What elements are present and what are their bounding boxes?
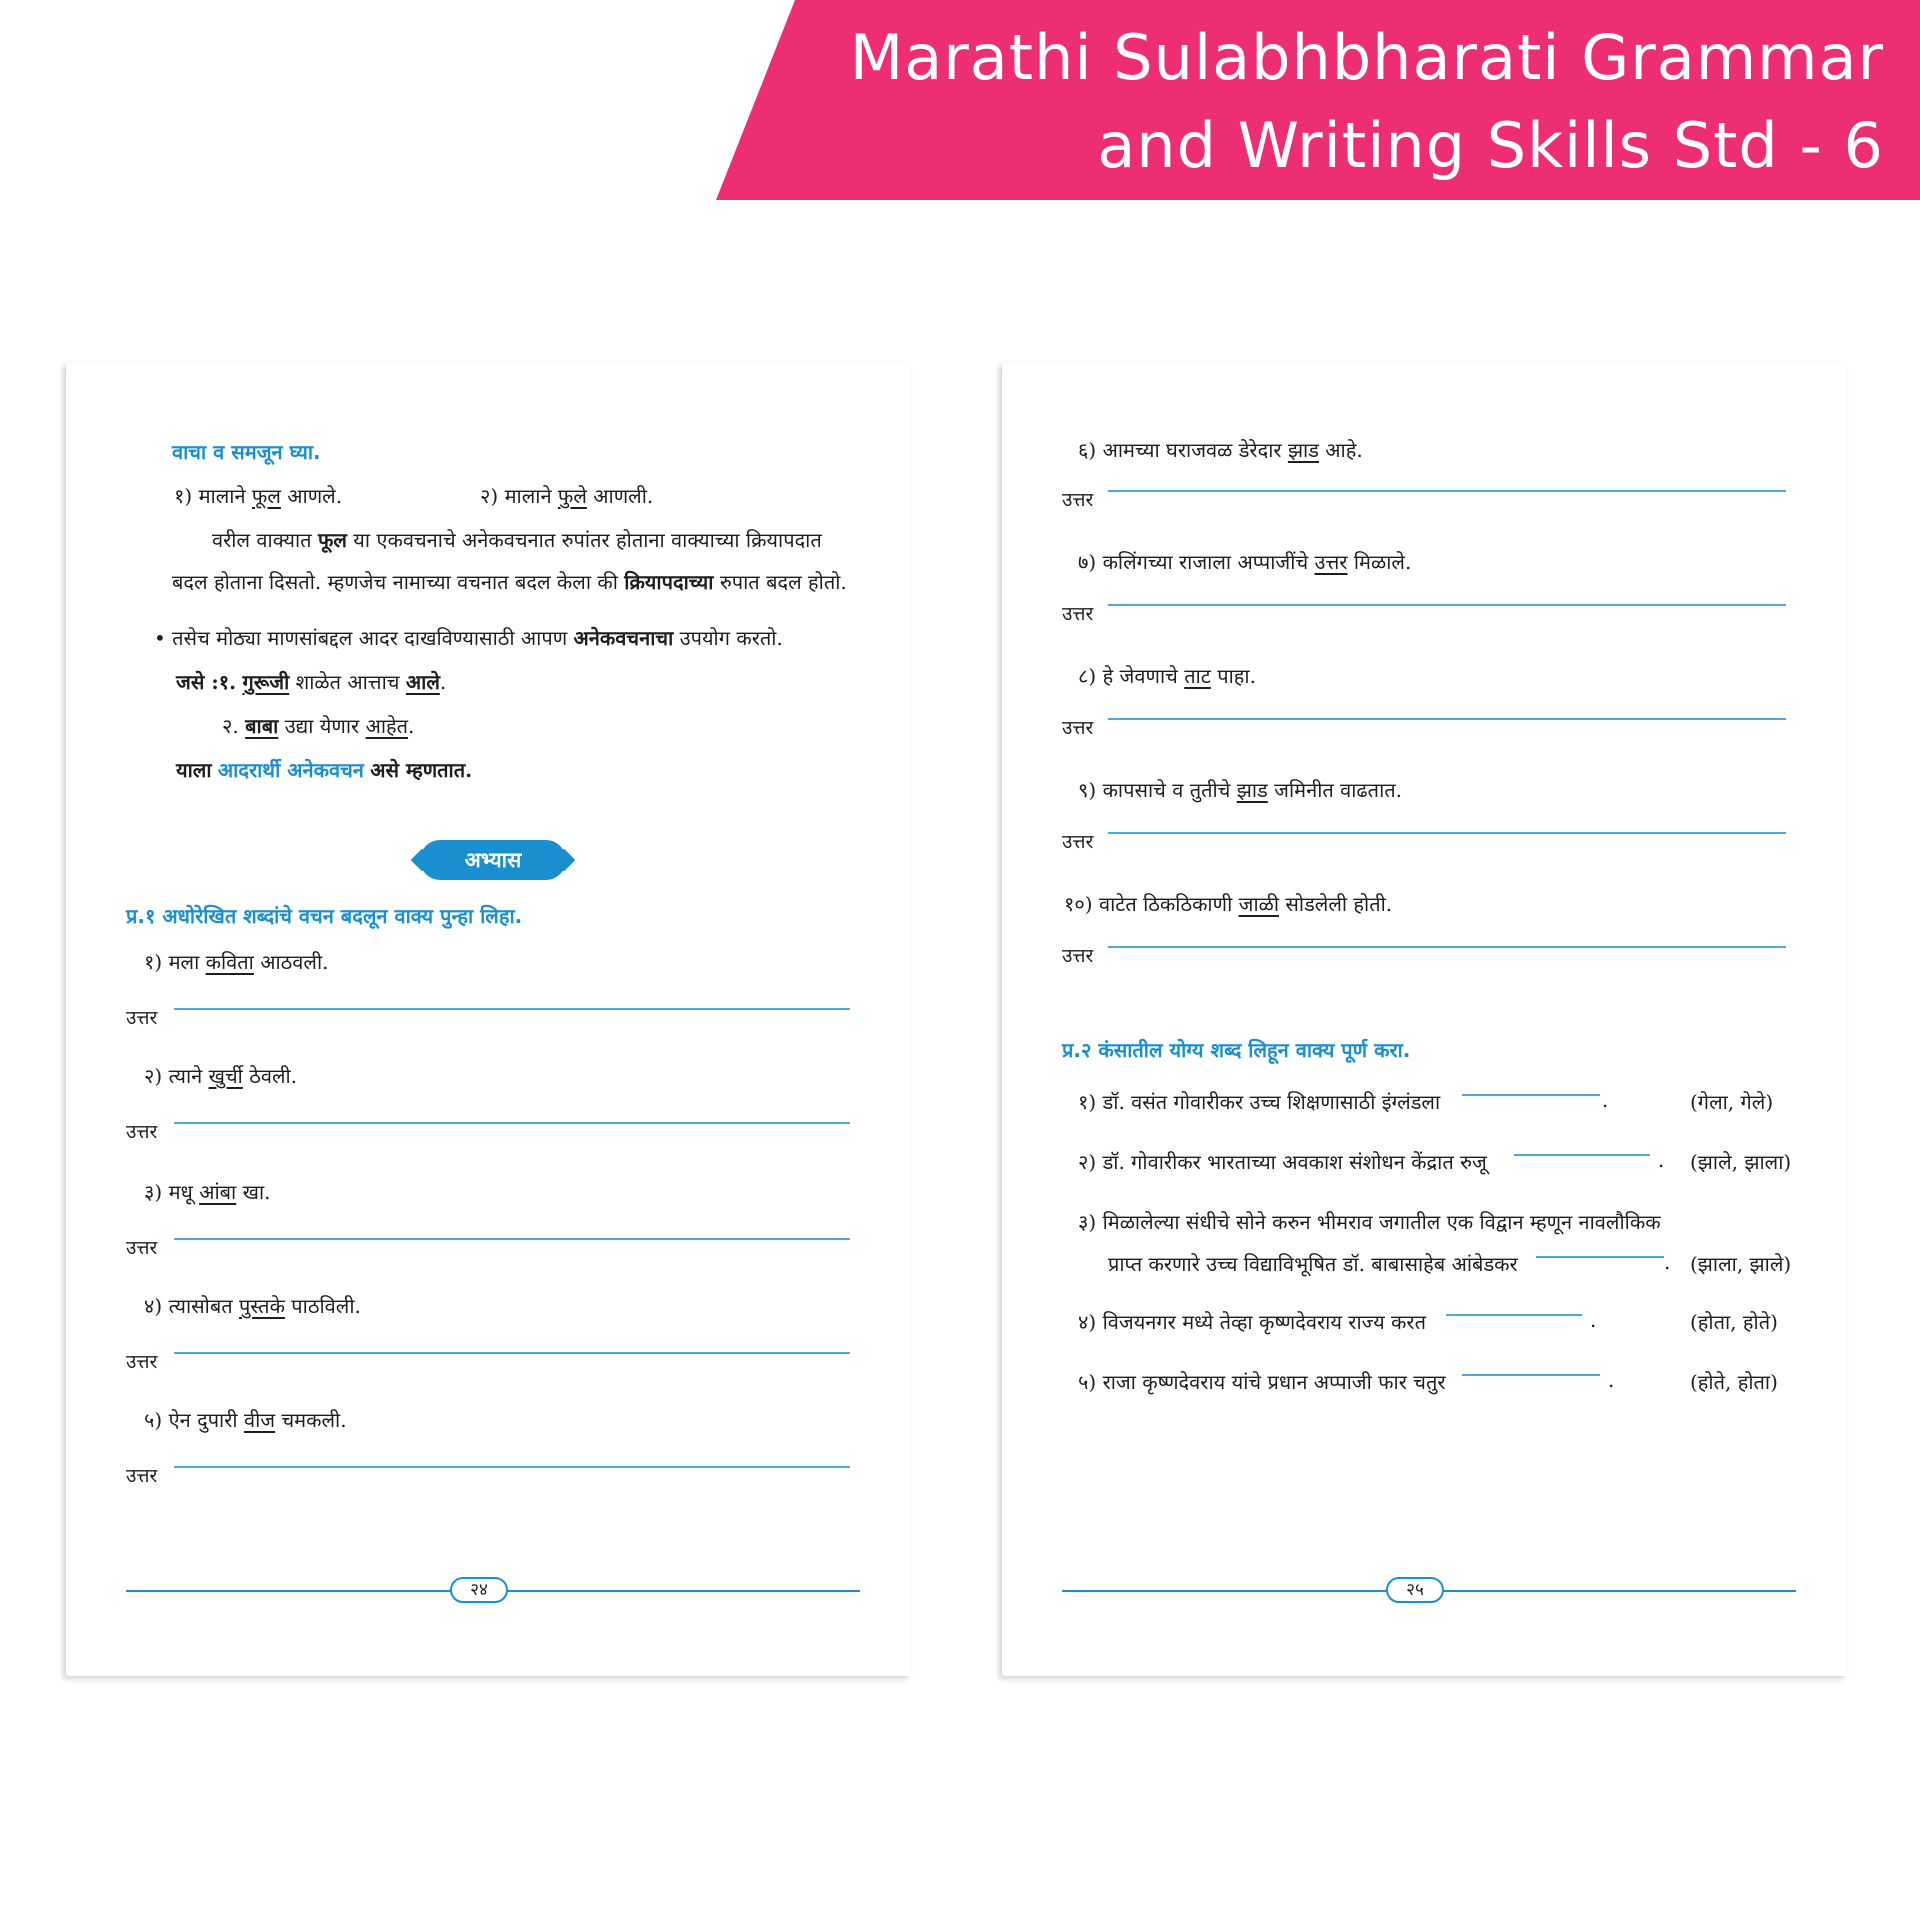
page-number: २४ (450, 1577, 508, 1603)
item-number: ३) (1078, 1210, 1097, 1234)
example-end: . (408, 714, 415, 738)
item-text: ऐन दुपारी (168, 1408, 238, 1432)
answer-label: उत्तर (126, 1121, 158, 1143)
item-text: आमच्या घराजवळ डेरेदार (1102, 438, 1282, 462)
question-2-item-2 (1078, 1148, 1487, 1175)
item-number: ५) (144, 1408, 163, 1432)
question-1-item-4 (144, 1292, 361, 1319)
explanation-bold-word: फूल (317, 528, 347, 552)
item-text: त्यासोबत (168, 1294, 233, 1318)
answer-label: उत्तर (126, 1237, 158, 1259)
example-verb: आले (405, 670, 440, 694)
item-text: वाटेत ठिकठिकाणी (1098, 892, 1233, 916)
answer-line-8[interactable] (1108, 718, 1786, 720)
blank-period: . (1590, 1308, 1597, 1332)
answer-line-4[interactable] (174, 1352, 850, 1354)
question-2-heading: प्र.२ कंसातील योग्य शब्द लिहून वाक्य पूर्ण करा. (1062, 1038, 1411, 1062)
question-1-item-7 (1078, 548, 1411, 575)
item-text: खा. (242, 1180, 271, 1204)
blank-period: . (1658, 1148, 1665, 1172)
banner-title-line2: and Writing Skills Std - 6 (1097, 109, 1884, 182)
item-text: मिळालेल्या संधीचे सोने करुन भीमराव जगातील एक विद्वान म्हणून नावलौकिक (1102, 1210, 1661, 1234)
example-verb: आहेत (365, 714, 409, 738)
question-2-item-1 (1078, 1088, 1440, 1115)
question-1-heading: प्र.१ अधोरेखित शब्दांचे वचन बदलून वाक्य पुन्हा लिहा. (126, 904, 523, 928)
item-text: राजा कृष्णदेवराय यांचे प्रधान अप्पाजी फार चतुर (1102, 1370, 1446, 1394)
left-page (66, 362, 911, 1676)
example-middle: शाळेत आत्ताच (295, 670, 400, 694)
item-text: त्याने (168, 1064, 203, 1088)
example-subject: बाबा (245, 714, 279, 738)
answer-line-5[interactable] (174, 1466, 850, 1468)
item-underlined-word: वीज (243, 1408, 276, 1432)
intro-heading: वाचा व समजून घ्या. (172, 440, 321, 464)
example-subject: गुरूजी (242, 670, 290, 694)
example-2-post: आणली. (593, 484, 654, 508)
answer-label: उत्तर (126, 1007, 158, 1029)
question-1-item-6 (1078, 436, 1363, 463)
item-text: आहे. (1325, 438, 1363, 462)
bullet-bold-word: अनेकवचनाचा (573, 626, 674, 650)
question-1-item-8 (1078, 662, 1256, 689)
answer-line-6[interactable] (1108, 490, 1786, 492)
example-sentence-1 (176, 668, 446, 695)
title-banner (0, 0, 1920, 200)
explanation-text: रुपात बदल होतो. (719, 570, 847, 594)
item-underlined-word: खुर्ची (208, 1064, 243, 1088)
item-underlined-word: आंबा (199, 1180, 237, 1204)
item-text: सोडलेली होती. (1285, 892, 1393, 916)
options-2: (झाले, झाला) (1690, 1150, 1792, 1174)
item-number: ७) (1078, 550, 1097, 574)
example-sentence-2 (222, 712, 414, 739)
fill-blank-3[interactable] (1536, 1256, 1664, 1258)
conclusion-highlight: आदरार्थी अनेकवचन (217, 758, 364, 782)
item-number: ६) (1078, 438, 1097, 462)
item-text: पाहा. (1217, 664, 1256, 688)
example-2 (480, 482, 653, 509)
answer-line-2[interactable] (174, 1122, 850, 1124)
right-page (1002, 362, 1847, 1676)
item-underlined-word: ताट (1184, 664, 1211, 688)
question-2-item-3-continued: प्राप्त करणारे उच्च विद्याविभूषित डॉ. बाबासाहेब आंबेडकर (1108, 1252, 1518, 1276)
item-underlined-word: उत्तर (1314, 550, 1348, 574)
fill-blank-5[interactable] (1462, 1374, 1600, 1376)
item-text: कलिंगच्या राजाला अप्पाजींचे (1102, 550, 1309, 574)
item-number: २) (1078, 1150, 1097, 1174)
fill-blank-1[interactable] (1462, 1094, 1600, 1096)
answer-label: उत्तर (126, 1351, 158, 1373)
item-underlined-word: पुस्तके (239, 1294, 285, 1318)
bullet-note (154, 624, 783, 651)
question-2-item-3 (1078, 1208, 1661, 1235)
item-number: ९) (1078, 778, 1097, 802)
item-text: जमिनीत वाढतात. (1274, 778, 1403, 802)
question-2-item-5 (1078, 1368, 1446, 1395)
conclusion-text: असे म्हणतात. (370, 758, 473, 782)
question-1-item-9 (1078, 776, 1402, 803)
item-text: मधू (168, 1180, 193, 1204)
question-2-item-4 (1078, 1308, 1426, 1335)
fill-blank-2[interactable] (1514, 1154, 1650, 1156)
answer-label: उत्तर (1062, 831, 1094, 853)
explanation-line-1 (212, 526, 822, 553)
bullet-text: • तसेच मोठ्या माणसांबद्दल आदर दाखविण्यासाठी आपण (154, 626, 568, 650)
options-3: (झाला, झाले) (1690, 1252, 1792, 1276)
options-4: (होता, होते) (1690, 1310, 1778, 1334)
question-1-item-10 (1064, 890, 1392, 917)
item-text: डॉ. गोवारीकर भारताच्या अवकाश संशोधन केंद्रात रुजू (1102, 1150, 1487, 1174)
example-1-word: फूल (251, 484, 281, 508)
item-number: १०) (1064, 892, 1093, 916)
item-underlined-word: जाळी (1238, 892, 1280, 916)
example-1 (174, 482, 342, 509)
item-number: ४) (1078, 1310, 1097, 1334)
answer-label: उत्तर (1062, 603, 1094, 625)
example-prefix: २. (222, 714, 239, 738)
item-number: ५) (1078, 1370, 1097, 1394)
explanation-bold-word: क्रियापदाच्या (624, 570, 714, 594)
item-number: ४) (144, 1294, 163, 1318)
answer-line-9[interactable] (1108, 832, 1786, 834)
answer-line-10[interactable] (1108, 946, 1786, 948)
item-number: १) (1078, 1090, 1097, 1114)
fill-blank-4[interactable] (1446, 1314, 1582, 1316)
example-end: . (439, 670, 447, 694)
example-2-word: फुले (557, 484, 587, 508)
bullet-text: उपयोग करतो. (679, 626, 783, 650)
item-text: पाठविली. (291, 1294, 361, 1318)
explanation-text: बदल होताना दिसतो. म्हणजेच नामाच्या वचनात बदल केला की (172, 570, 618, 594)
example-middle: उद्या येणार (284, 714, 360, 738)
answer-line-3[interactable] (174, 1238, 850, 1240)
answer-label: उत्तर (1062, 717, 1094, 739)
item-text: डॉ. वसंत गोवारीकर उच्च शिक्षणासाठी इंग्लंडला (1102, 1090, 1441, 1114)
item-number: २) (144, 1064, 163, 1088)
banner-title-line1: Marathi Sulabhbharati Grammar (849, 21, 1884, 94)
example-1-post: आणले. (287, 484, 343, 508)
conclusion-line (176, 756, 472, 783)
answer-label: उत्तर (1062, 489, 1094, 511)
example-1-number: १) (174, 484, 193, 508)
blank-period: . (1608, 1368, 1615, 1392)
question-1-item-2 (144, 1062, 297, 1089)
item-text: ठेवली. (249, 1064, 298, 1088)
example-2-number: २) (480, 484, 499, 508)
item-number: १) (144, 950, 163, 974)
example-2-pre: मालाने (504, 484, 552, 508)
question-1-item-3 (144, 1178, 271, 1205)
options-1: (गेला, गेले) (1690, 1090, 1774, 1114)
blank-period: . (1664, 1250, 1671, 1274)
example-prefix: जसे :१. (176, 670, 237, 694)
item-text: आठवली. (260, 950, 329, 974)
item-text: मला (168, 950, 200, 974)
item-number: ८) (1078, 664, 1097, 688)
question-1-item-1 (144, 948, 329, 975)
conclusion-text: याला (176, 758, 212, 782)
item-text: विजयनगर मध्ये तेव्हा कृष्णदेवराय राज्य करत (1102, 1310, 1426, 1334)
item-number: ३) (144, 1180, 163, 1204)
explanation-line-2 (172, 568, 847, 595)
exercise-label: अभ्यास (420, 840, 566, 880)
item-text: चमकली. (281, 1408, 347, 1432)
question-1-item-5 (144, 1406, 347, 1433)
page-number: २५ (1386, 1577, 1444, 1603)
item-underlined-word: झाड (1236, 778, 1268, 802)
item-text: मिळाले. (1353, 550, 1412, 574)
answer-line-1[interactable] (174, 1008, 850, 1010)
blank-period: . (1602, 1088, 1609, 1112)
item-underlined-word: कविता (205, 950, 254, 974)
banner-title (850, 14, 1884, 190)
item-underlined-word: झाड (1287, 438, 1319, 462)
answer-label: उत्तर (1062, 945, 1094, 967)
answer-label: उत्तर (126, 1465, 158, 1487)
explanation-text: या एकवचनाचे अनेकवचनात रुपांतर होताना वाक्याच्या क्रियापदात (353, 528, 822, 552)
answer-line-7[interactable] (1108, 604, 1786, 606)
item-text: कापसाचे व तुतीचे (1102, 778, 1231, 802)
example-1-pre: मालाने (198, 484, 246, 508)
explanation-text: वरील वाक्यात (212, 528, 312, 552)
options-5: (होते, होता) (1690, 1370, 1778, 1394)
item-text: हे जेवणाचे (1102, 664, 1178, 688)
